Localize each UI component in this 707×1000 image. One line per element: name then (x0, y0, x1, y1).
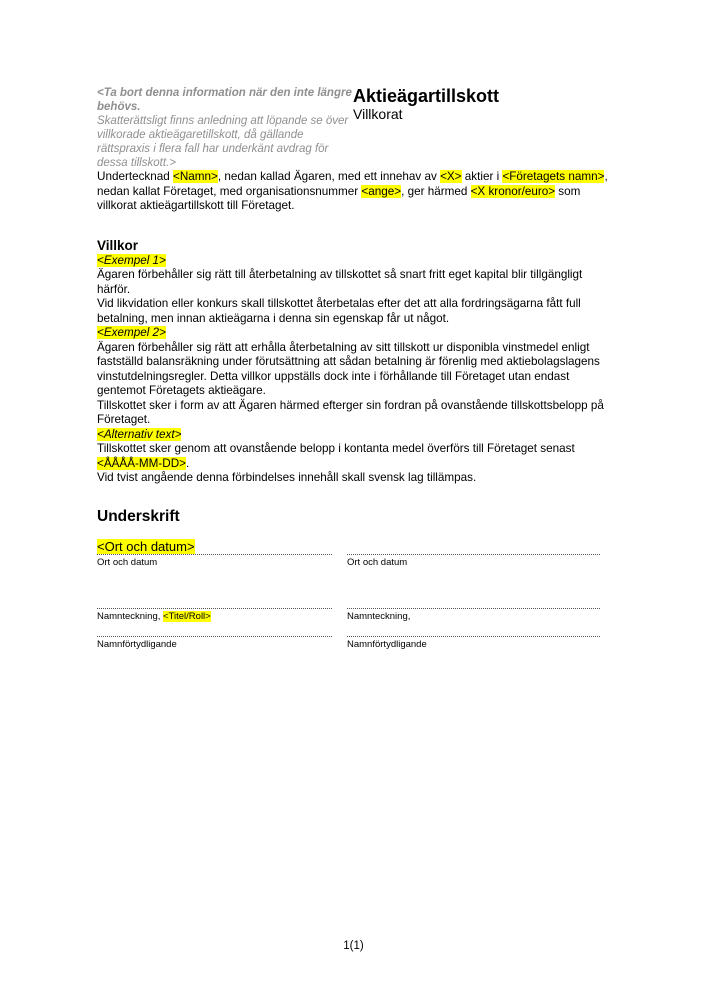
placeholder-share-count[interactable]: <X> (440, 170, 462, 183)
removal-notice (97, 86, 353, 170)
placeholder-alternative-text[interactable]: <Alternativ text> (97, 427, 182, 441)
page-title: Aktieägartillskott (353, 86, 500, 106)
alternative-text-1: Tillskottet sker genom att ovanstående belopp i kontanta medel överförs till Företaget senast (97, 442, 575, 455)
document-header (97, 86, 617, 170)
title-block (353, 86, 499, 170)
empty-cell (347, 539, 600, 554)
placeholder-title-role[interactable]: <Titel/Roll> (163, 610, 211, 622)
intro-text-2: , nedan kallad Ägaren, med ett innehav av (217, 170, 441, 183)
intro-text-3: aktier i (461, 170, 503, 183)
alternative-paragraph (97, 442, 610, 471)
underskrift-heading: Underskrift (97, 507, 180, 525)
signature-line-sign-left (97, 608, 332, 622)
example-1-label-row (97, 254, 610, 269)
name-label-left: Namnförtydligande (97, 638, 177, 650)
signature-line-name-left (97, 636, 332, 650)
placeholder-name[interactable]: <Namn> (173, 170, 218, 183)
law-paragraph: Vid tvist angående denna förbindelses innehåll skall svensk lag tillämpas. (97, 471, 477, 484)
page-subtitle: Villkorat (353, 106, 403, 122)
placeholder-place-date[interactable]: <Ort och datum> (97, 538, 195, 554)
intro-text-5: , ger härmed (401, 184, 471, 198)
name-label-right: Namnförtydligande (347, 638, 427, 650)
placeholder-company-name[interactable]: <Företagets namn> (502, 170, 605, 183)
placeholder-date[interactable]: <ÅÅÅÅ-MM-DD> (97, 456, 186, 470)
removal-notice-body-text: Skatterättsligt finns anledning att löpande se över villkorade aktieägaretillskott, då gällande rättspraxis i flera fall har underkänt avdrag för dessa tillskott.> (97, 115, 349, 169)
signature-line-sign-right (347, 608, 600, 622)
signature-line-name-right (347, 636, 600, 650)
example-1-paragraph-1: Ägaren förbehåller sig rätt till återbetalning av tillskottet så snart fritt eget kapital blir tillgängligt härför. (97, 268, 583, 296)
intro-text-1: Undertecknad (97, 170, 174, 183)
signature-line-date-left (97, 554, 332, 568)
intro-paragraph (97, 170, 610, 214)
intro-text-6: som villkorat aktieägartillskott till Företaget. (97, 184, 581, 212)
transfer-paragraph: Tillskottet sker i form av att Ägaren härmed efterger sin fordran på ovanstående tillskottsbelopp på Företaget. (97, 398, 604, 426)
sign-label-left: Namnteckning, (97, 610, 164, 622)
placeholder-example-2[interactable]: <Exempel 2> (97, 326, 166, 339)
page-number: 1(1) (343, 940, 364, 952)
place-date-placeholder-row (97, 539, 332, 554)
date-label-left: Ort och datum (97, 556, 158, 568)
document-body (97, 170, 610, 650)
example-2-paragraph: Ägaren förbehåller sig rätt att erhålla återbetalning av sitt tillskott ur disponibla vinstmedel enligt fastställd balansräkning under förutsättning att sådan betalning är förenlig med aktiebolagslagens vinstutdelningsregler. Detta villkor uppställs dock inte i förhållande till Företaget utan endast gentemot Företagets aktieägare. (97, 340, 600, 397)
placeholder-example-1[interactable]: <Exempel 1> (97, 253, 166, 267)
signature-grid (97, 539, 610, 650)
alternative-label-row (97, 428, 610, 443)
placeholder-amount[interactable]: <X kronor/euro> (470, 184, 556, 198)
intro-text-4: , nedan kallat Företaget, med organisationsnummer (97, 170, 608, 198)
sign-label-right: Namnteckning, (347, 610, 411, 622)
villkor-heading: Villkor (97, 237, 139, 253)
removal-notice-bold-text: <Ta bort denna information när den inte längre behövs. (97, 87, 352, 113)
placeholder-org-number[interactable]: <ange> (361, 184, 402, 198)
date-label-right: Ort och datum (347, 556, 408, 568)
signature-line-date-right (347, 554, 600, 568)
example-1-paragraph-2: Vid likvidation eller konkurs skall tillskottet återbetalas efter det att alla fordringsägarna fått full betalning, men innan aktieägarna i denna sin egenskap får ut något. (97, 297, 581, 325)
alternative-text-2: . (185, 456, 190, 470)
example-2-label-row (97, 326, 610, 341)
